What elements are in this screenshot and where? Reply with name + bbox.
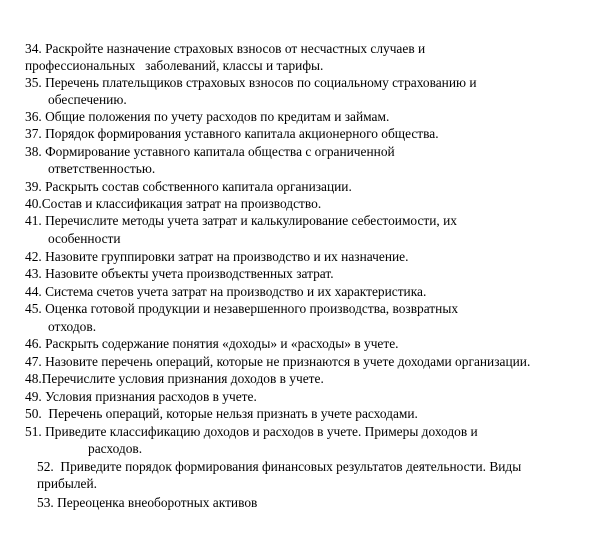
question-line: 42. Назовите группировки затрат на производство и их назначение.: [25, 249, 409, 264]
question-line: 53. Переоценка внеоборотных активов: [37, 495, 258, 510]
question-line: прибылей.: [37, 476, 97, 491]
question-line: 39. Раскрыть состав собственного капитала организации.: [25, 179, 352, 194]
question-line: 51. Приведите классификацию доходов и расходов в учете. Примеры доходов и: [25, 424, 478, 439]
question-line: особенности: [48, 231, 121, 246]
question-line: ответственностью.: [48, 161, 156, 176]
question-line: 43. Назовите объекты учета производственных затрат.: [25, 266, 334, 281]
question-line: профессиональных заболеваний, классы и тарифы.: [25, 58, 324, 73]
question-line: 52. Приведите порядок формирования финансовых результатов деятельности. Виды: [37, 459, 522, 474]
question-line: 38. Формирование уставного капитала общества с ограниченной: [25, 144, 395, 159]
question-line: 45. Оценка готовой продукции и незавершенного производства, возвратных: [25, 301, 459, 316]
question-line: 41. Перечислите методы учета затрат и калькулирование себестоимости, их: [25, 213, 457, 228]
question-line: 40.Состав и классификация затрат на производство.: [25, 196, 322, 211]
question-line: обеспечению.: [48, 92, 127, 107]
question-line: 48.Перечислите условия признания доходов в учете.: [25, 371, 324, 386]
question-line: 44. Система счетов учета затрат на производство и их характеристика.: [25, 284, 427, 299]
question-line: 50. Перечень операций, которые нельзя признать в учете расходами.: [25, 406, 418, 421]
question-line: 47. Назовите перечень операций, которые не признаются в учете доходами организации.: [25, 354, 531, 369]
question-line: 34. Раскройте назначение страховых взносов от несчастных случаев и: [25, 41, 426, 56]
question-line: отходов.: [48, 319, 97, 334]
question-line: 36. Общие положения по учету расходов по кредитам и займам.: [25, 109, 390, 124]
question-line: 37. Порядок формирования уставного капитала акционерного общества.: [25, 126, 439, 141]
question-line: 49. Условия признания расходов в учете.: [25, 389, 257, 404]
question-line: 46. Раскрыть содержание понятия «доходы» и «расходы» в учете.: [25, 336, 399, 351]
question-line: 35. Перечень плательщиков страховых взносов по социальному страхованию и: [25, 75, 477, 90]
question-line: расходов.: [88, 441, 143, 456]
